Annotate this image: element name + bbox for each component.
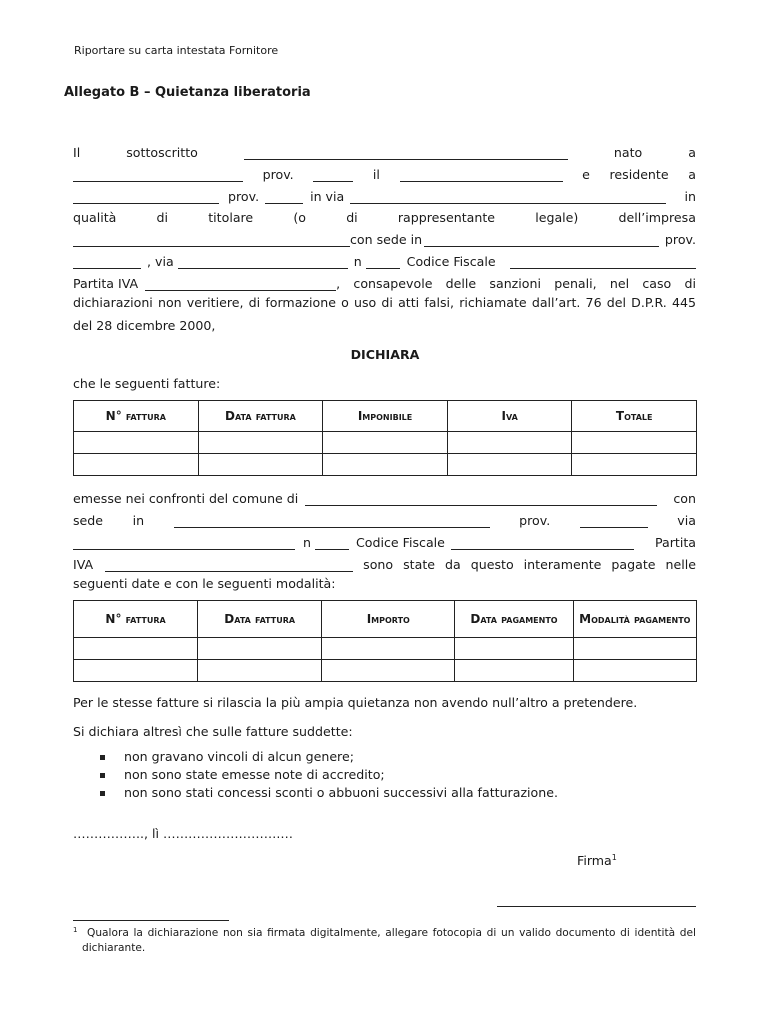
issued-line-3: n Codice Fiscale Partita xyxy=(73,532,696,550)
intro-line-3: prov. in via in xyxy=(73,186,696,204)
table-row xyxy=(74,432,697,454)
signature-label: Firma$^1$ xyxy=(577,853,617,869)
company-number-blank[interactable] xyxy=(366,256,400,269)
tax-code-blank[interactable] xyxy=(510,256,696,269)
residence-blank[interactable] xyxy=(73,191,219,204)
intro-line-6: , via n Codice Fiscale xyxy=(73,251,696,269)
footnote-separator xyxy=(73,920,229,921)
intro-line-4: qualità di titolare (o di rappresentante legale) dell’impresa xyxy=(73,210,696,225)
invoices-table xyxy=(73,400,697,476)
header-note: Riportare su carta intestata Fornitore xyxy=(74,44,279,57)
vat-blank[interactable] xyxy=(145,278,336,291)
municipality-number-blank[interactable] xyxy=(315,537,349,550)
col-taxable: Imponibile xyxy=(323,401,448,432)
municipality-prov-blank[interactable] xyxy=(580,515,648,528)
col-invoice-number-2: N° fattura xyxy=(74,601,198,638)
intro-line-8: dichiarazioni non veritiere, di formazione o uso di atti falsi, richiamate dall’art. 76 del D.P.R. 445 xyxy=(73,295,696,310)
col-vat: Iva xyxy=(447,401,572,432)
issued-line-1: emesse nei confronti del comune di con xyxy=(73,491,696,506)
municipality-tax-code-blank[interactable] xyxy=(451,537,634,550)
footnote: 1 Qualora la dichiarazione non sia firmata digitalmente, allegare fotocopia di un valido documento di identità del dichiarante. xyxy=(73,926,696,954)
street-blank[interactable] xyxy=(350,191,666,204)
company-prov-blank[interactable] xyxy=(73,256,141,269)
issued-line-2: sede in prov. via xyxy=(73,513,696,528)
birth-prov-blank[interactable] xyxy=(313,169,353,182)
municipality-seat-blank[interactable] xyxy=(174,515,490,528)
intro-line-5: con sede in prov. xyxy=(73,229,696,247)
intro-line-7: Partita IVA , consapevole delle sanzioni penali, nel caso di xyxy=(73,276,696,291)
company-street-blank[interactable] xyxy=(178,256,348,269)
col-amount: Importo xyxy=(322,601,455,638)
col-invoice-date-2: Data fattura xyxy=(198,601,322,638)
company-blank[interactable] xyxy=(73,234,350,247)
col-invoice-number: N° fattura xyxy=(74,401,199,432)
signature-line[interactable] xyxy=(497,906,696,907)
place-date: …………….., lì ……………………….… xyxy=(73,826,293,841)
footnote-text: Qualora la dichiarazione non sia firmata digitalmente, allegare fotocopia di un valido documento di identità del dichiarante. xyxy=(82,927,696,954)
name-blank[interactable] xyxy=(244,147,568,160)
municipality-blank[interactable] xyxy=(305,493,657,506)
municipality-vat-blank[interactable] xyxy=(105,559,353,572)
company-seat-blank[interactable] xyxy=(424,234,659,247)
issued-line-4: IVA sono state da questo interamente pagate nelle xyxy=(73,557,696,572)
intro-line-9: del 28 dicembre 2000, xyxy=(73,318,216,333)
col-payment-date: Data pagamento xyxy=(455,601,573,638)
also-declares: Si dichiara altresì che sulle fatture suddette: xyxy=(73,724,353,739)
intro-line-2: prov. il e residente a xyxy=(73,164,696,182)
table-row xyxy=(74,454,697,476)
release-text: Per le stesse fatture si rilascia la più ampia quietanza non avendo null’altro a pretendere. xyxy=(73,695,638,710)
invoices-intro: che le seguenti fatture: xyxy=(73,376,221,391)
birthdate-blank[interactable] xyxy=(400,169,563,182)
birthplace-blank[interactable] xyxy=(73,169,243,182)
table-row xyxy=(74,638,697,660)
col-invoice-date: Data fattura xyxy=(198,401,323,432)
residence-prov-blank[interactable] xyxy=(265,191,303,204)
issued-line-5: seguenti date e con le seguenti modalità: xyxy=(73,576,336,591)
table-row xyxy=(74,660,697,682)
intro-line-1: Il sottoscritto nato a xyxy=(73,145,696,160)
col-total: Totale xyxy=(572,401,697,432)
municipality-street-blank[interactable] xyxy=(73,537,295,550)
declare-heading: DICHIARA xyxy=(350,347,420,362)
col-payment-method: Modalità pagamento xyxy=(573,601,696,638)
page-title: Allegato B – Quietanza liberatoria xyxy=(64,85,311,100)
payments-table xyxy=(73,600,697,682)
